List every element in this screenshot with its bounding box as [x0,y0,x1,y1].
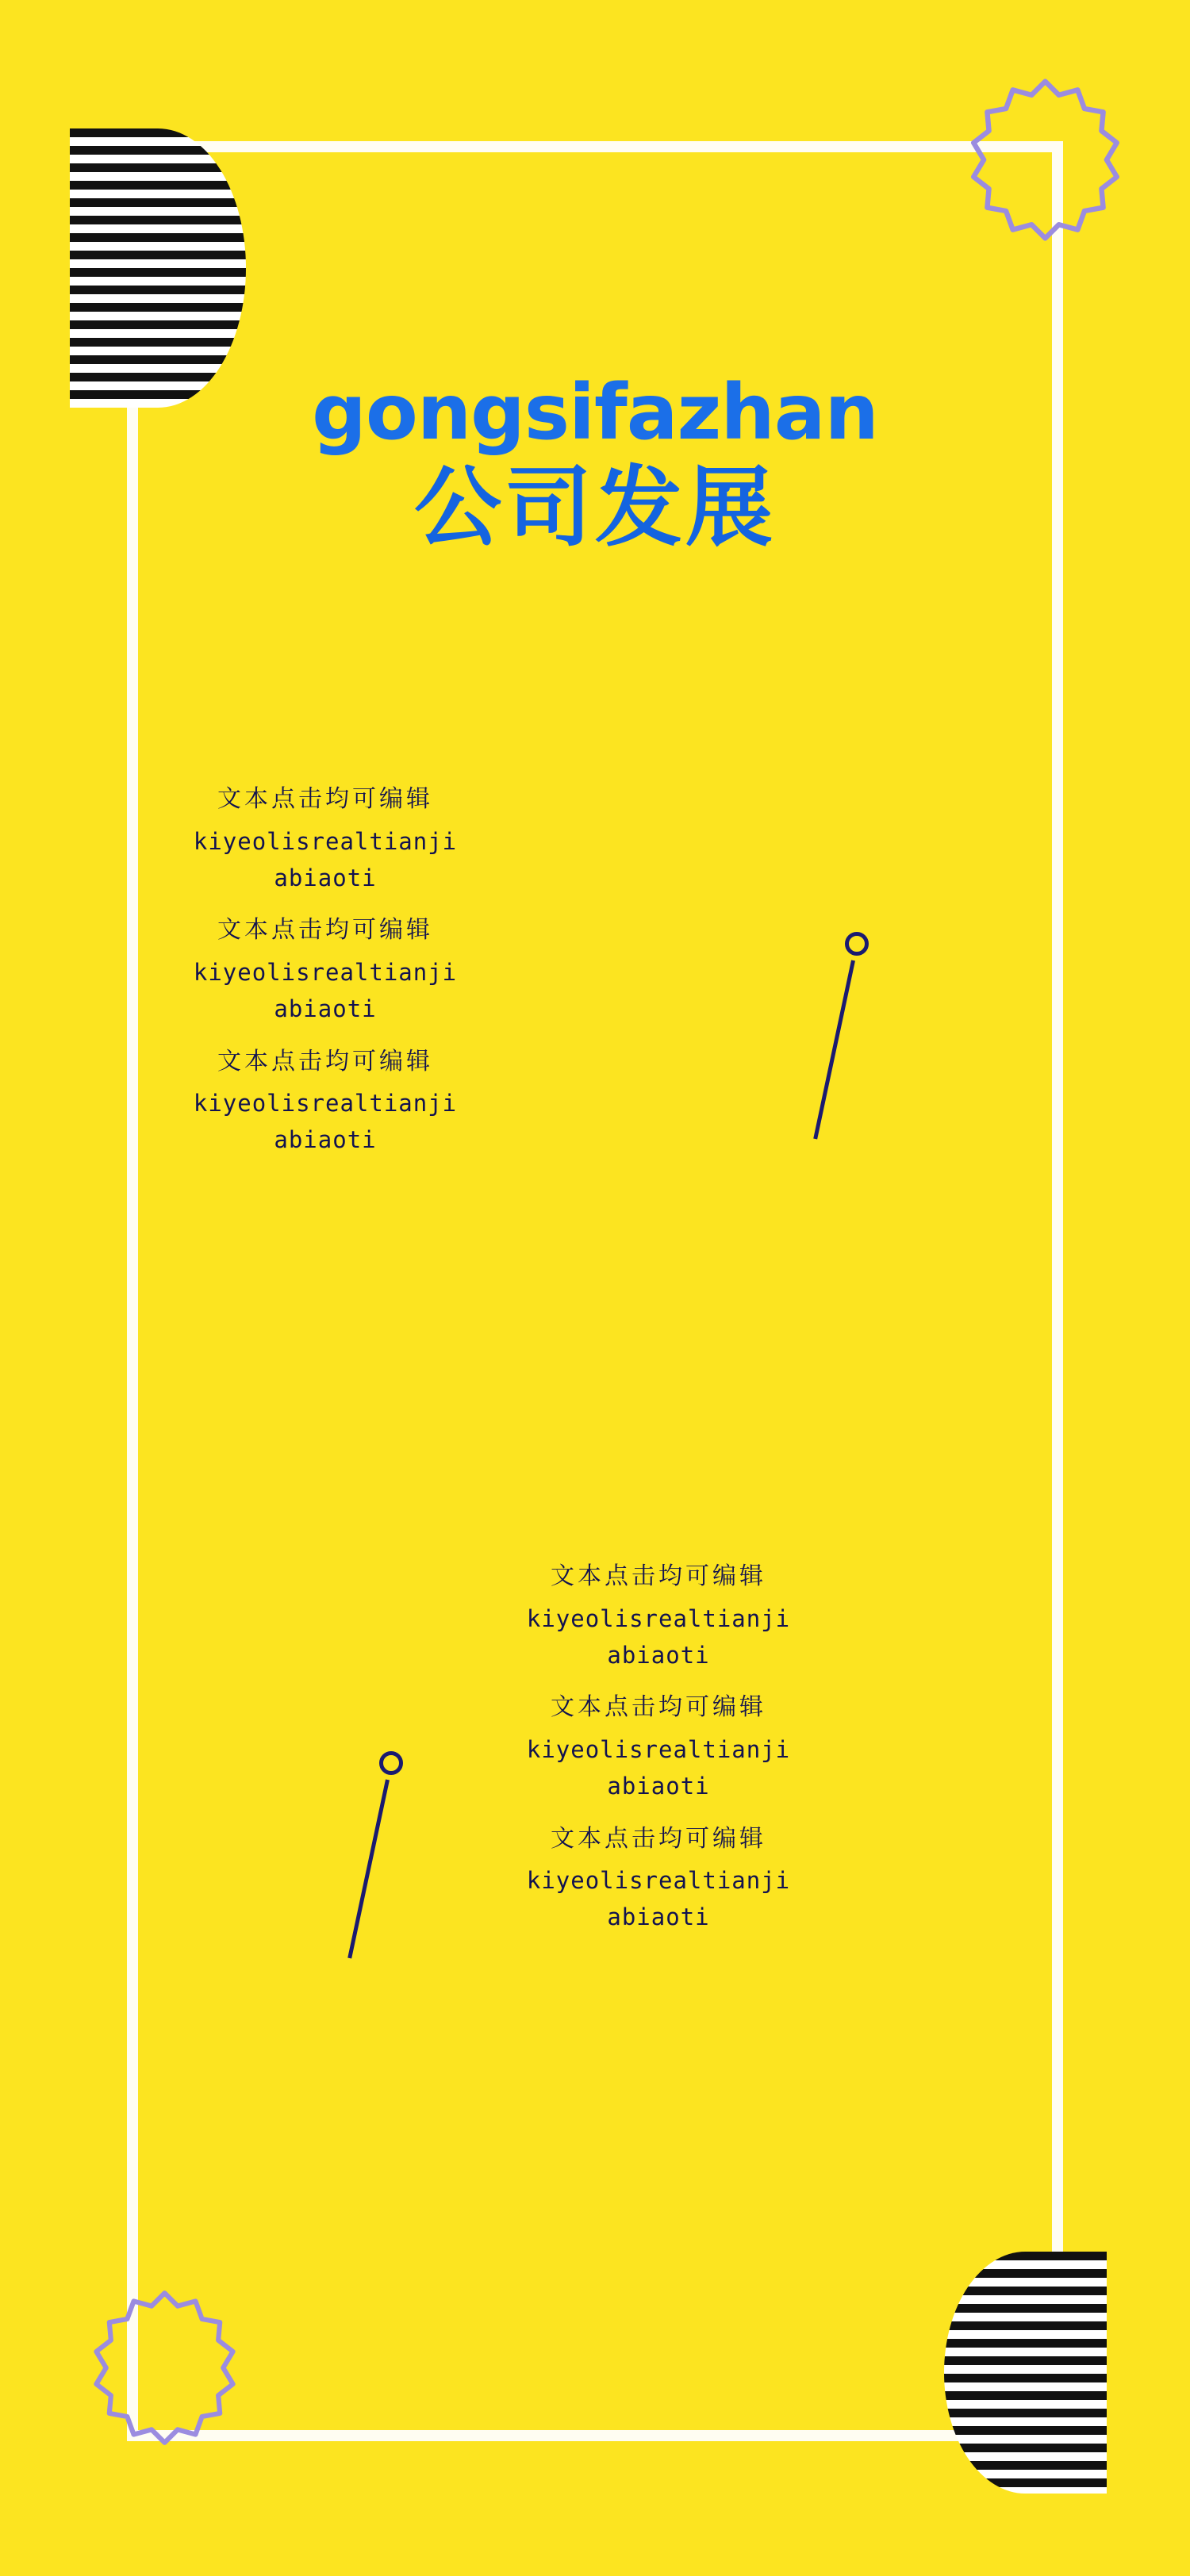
text-line-chinese[interactable]: 文本点击均可编辑 [217,785,433,813]
text-group[interactable] [71,912,579,1027]
scalloped-circle-top-icon [960,75,1130,245]
text-line-pinyin-second[interactable]: abiaoti [274,995,377,1023]
text-line-chinese[interactable]: 文本点击均可编辑 [217,916,433,945]
scalloped-circle-bottom-icon [83,2287,246,2449]
text-group[interactable] [405,1821,912,1936]
text-line-pinyin-second[interactable]: abiaoti [274,864,377,891]
text-line-pinyin[interactable]: kiyeolisrealtianji [526,1604,791,1632]
text-line-pinyin-second[interactable]: abiaoti [607,1641,710,1669]
pin-marker-two-icon [379,1751,403,1775]
text-line-pinyin[interactable]: kiyeolisrealtianji [526,1867,791,1895]
decorative-frame [127,141,1063,2441]
pin-marker-one-icon [845,932,869,956]
pin-circle-icon [845,932,869,956]
text-line-pinyin-second[interactable]: abiaoti [274,1126,377,1154]
text-line-pinyin-second[interactable]: abiaoti [607,1773,710,1800]
right-text-column [405,1558,912,1952]
text-group[interactable] [405,1689,912,1804]
text-line-pinyin[interactable]: kiyeolisrealtianji [193,827,458,855]
text-line-chinese[interactable]: 文本点击均可编辑 [551,1824,766,1853]
text-group[interactable] [405,1558,912,1673]
striped-half-circle-top-icon [70,128,246,408]
pin-line-icon [813,960,855,1139]
text-line-pinyin-second[interactable]: abiaoti [607,1903,710,1931]
text-line-chinese[interactable]: 文本点击均可编辑 [551,1562,766,1590]
text-line-chinese[interactable]: 文本点击均可编辑 [217,1047,433,1075]
text-line-chinese[interactable]: 文本点击均可编辑 [551,1693,766,1722]
pin-line-icon [347,1779,390,1958]
title-latin: gongsifazhan [312,368,878,457]
pin-circle-icon [379,1751,403,1775]
text-line-pinyin[interactable]: kiyeolisrealtianji [193,958,458,986]
text-group[interactable] [71,781,579,896]
text-group[interactable] [71,1044,579,1159]
title-chinese: 公司发展 [414,456,776,558]
left-text-column [71,781,579,1175]
text-line-pinyin[interactable]: kiyeolisrealtianji [193,1090,458,1117]
text-line-pinyin[interactable]: kiyeolisrealtianji [526,1735,791,1763]
striped-half-circle-bottom-icon [944,2252,1107,2494]
